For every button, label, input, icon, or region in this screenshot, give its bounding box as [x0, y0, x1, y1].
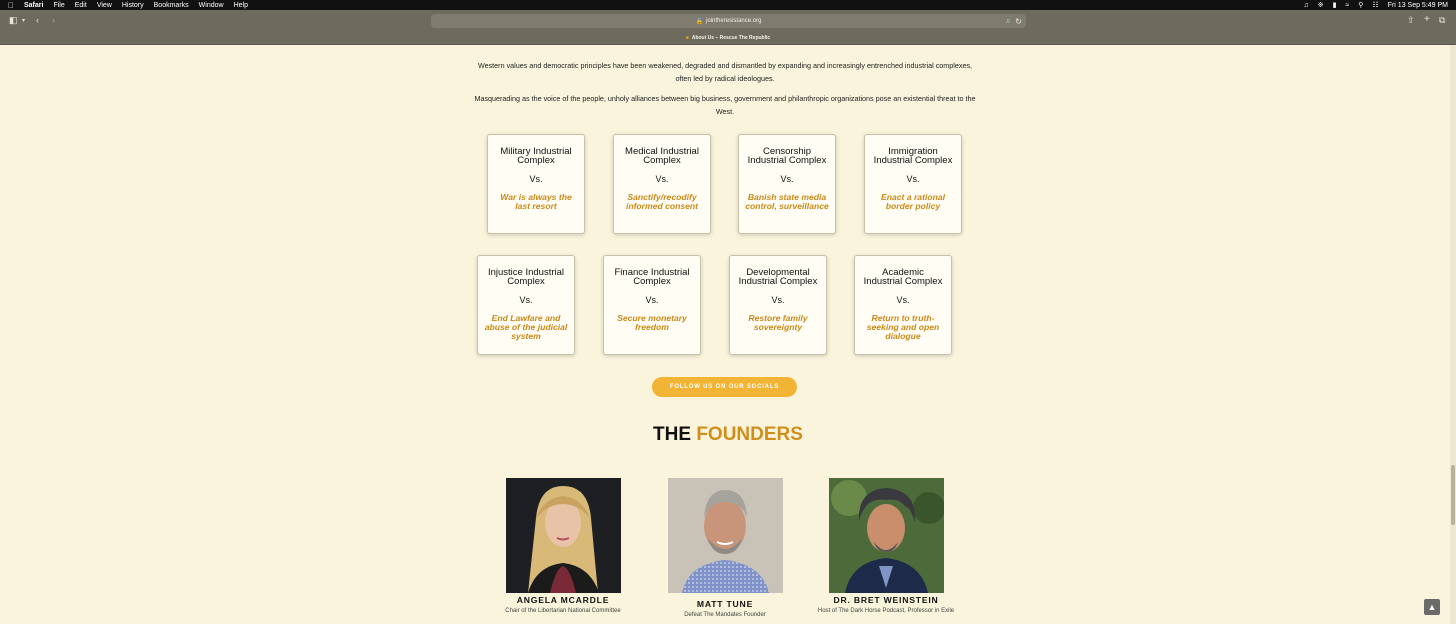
complex-card-medical	[613, 134, 711, 234]
founder-photo-matt	[668, 478, 783, 593]
menu-bar	[0, 0, 1456, 10]
control-center-icon[interactable]: ☷	[1372, 2, 1379, 9]
scrollbar-thumb[interactable]	[1451, 465, 1455, 525]
menu-file[interactable]: File	[47, 1, 59, 9]
complex-card-injustice	[477, 255, 575, 355]
audio-playing-icon[interactable]: ♬	[1005, 17, 1012, 25]
card-desc: Banish state media control, surveillance	[745, 192, 829, 211]
menu-edit[interactable]: Edit	[68, 1, 81, 9]
tab-bar	[0, 32, 1456, 45]
sidebar-icon[interactable]: ◧	[9, 15, 18, 25]
battery-icon[interactable]: ▮	[1332, 2, 1337, 9]
tab-title: About Us – Rescue The Republic	[691, 35, 771, 41]
card-title: Medical Industrial Complex	[625, 146, 699, 166]
intro-paragraph-1: Western values and democratic principles have been weakened, degraded and dismantled by expanding and increasingly entrenched industrial complexes, often led by radical ideologues.	[477, 61, 973, 83]
card-title: Finance Industrial Complex	[614, 267, 690, 287]
card-vs: Vs.	[896, 295, 910, 306]
founder-name-2: MATT TUNE	[696, 599, 754, 609]
card-title: Military Industrial Complex	[500, 146, 572, 166]
address-bar-url: jointheresistance.org	[706, 18, 762, 24]
favicon-icon: ■	[685, 35, 689, 41]
founders-heading-word2: FOUNDERS	[696, 424, 803, 445]
card-title: Academic Industrial Complex	[863, 267, 943, 287]
follow-socials-button[interactable]: FOLLOW US ON OUR SOCIALS	[652, 377, 797, 397]
new-tab-icon[interactable]: +	[1424, 14, 1430, 25]
active-tab[interactable]	[0, 35, 1456, 41]
lock-icon: 🔒	[695, 18, 704, 25]
bluetooth-icon[interactable]: ※	[1317, 2, 1324, 9]
card-vs: Vs.	[529, 174, 543, 185]
card-title: Injustice Industrial Complex	[487, 267, 565, 287]
card-title: Immigration Industrial Complex	[873, 146, 953, 166]
founders-heading	[0, 424, 1456, 446]
tab-overview-icon[interactable]: ⧉	[1439, 15, 1446, 25]
card-desc: Restore family sovereignty	[748, 313, 808, 332]
menu-help[interactable]: Help	[227, 1, 242, 9]
founder-name-1: ANGELA MCARDLE	[516, 595, 610, 605]
page-scrollbar[interactable]	[1450, 45, 1456, 624]
card-desc: Enact a rational border policy	[881, 192, 945, 211]
complex-card-finance	[603, 255, 701, 355]
card-vs: Vs.	[771, 295, 785, 306]
complex-card-censorship	[738, 134, 836, 234]
chevron-down-icon[interactable]: ▾	[22, 18, 26, 24]
founders-heading-word1: THE	[653, 424, 692, 445]
menubar-clock[interactable]: Fri 13 Sep 5:49 PM	[1387, 1, 1448, 9]
complex-card-developmental	[729, 255, 827, 355]
apple-icon[interactable]	[8, 1, 14, 10]
forward-icon[interactable]: ›	[52, 15, 55, 25]
card-vs: Vs.	[645, 295, 659, 306]
browser-toolbar	[0, 10, 1456, 32]
menu-history[interactable]: History	[115, 1, 138, 9]
card-vs: Vs.	[519, 295, 533, 306]
wifi-icon[interactable]: ≈	[1345, 1, 1350, 9]
address-bar[interactable]	[431, 14, 1026, 28]
menu-view[interactable]: View	[90, 1, 106, 9]
menu-app-name[interactable]: Safari	[18, 1, 38, 9]
complex-card-immigration	[864, 134, 962, 234]
back-icon[interactable]: ‹	[36, 15, 39, 25]
volume-icon[interactable]: ♫	[1303, 1, 1309, 9]
menu-window[interactable]: Window	[192, 1, 218, 9]
card-vs: Vs.	[655, 174, 669, 185]
founder-role-1: Chair of the Libertarian National Committee	[505, 608, 621, 614]
scroll-to-top-icon[interactable]: ▲	[1424, 599, 1440, 615]
card-desc: Sanctify/recodify informed consent	[625, 192, 699, 211]
share-icon[interactable]: ⇧	[1407, 15, 1415, 25]
card-vs: Vs.	[906, 174, 920, 185]
founder-name-3: DR. BRET WEINSTEIN	[833, 595, 939, 605]
card-desc: Return to truth-seeking and open dialogue	[866, 313, 940, 341]
card-title: Censorship Industrial Complex	[747, 146, 827, 166]
reload-icon[interactable]: ↻	[1015, 16, 1022, 26]
search-icon[interactable]: ⚲	[1358, 2, 1364, 9]
card-desc: Secure monetary freedom	[617, 313, 687, 332]
founder-photo-bret	[829, 478, 944, 593]
founder-photo-angela	[506, 478, 621, 593]
card-vs: Vs.	[780, 174, 794, 185]
card-title: Developmental Industrial Complex	[738, 267, 818, 287]
menu-bookmarks[interactable]: Bookmarks	[147, 1, 183, 9]
card-desc: End Lawfare and abuse of the judicial system	[484, 313, 568, 341]
complex-card-military	[487, 134, 585, 234]
card-desc: War is always the last resort	[500, 192, 572, 211]
complex-card-academic	[854, 255, 952, 355]
founder-role-3: Host of The Dark Horse Podcast, Professor in Exile	[817, 608, 955, 614]
founder-role-2: Defeat The Mandates Founder	[684, 612, 766, 618]
intro-paragraph-2: Masquerading as the voice of the people, unholy alliances between big business, government and philanthropic organizations pose an existential threat to the West.	[474, 94, 976, 116]
